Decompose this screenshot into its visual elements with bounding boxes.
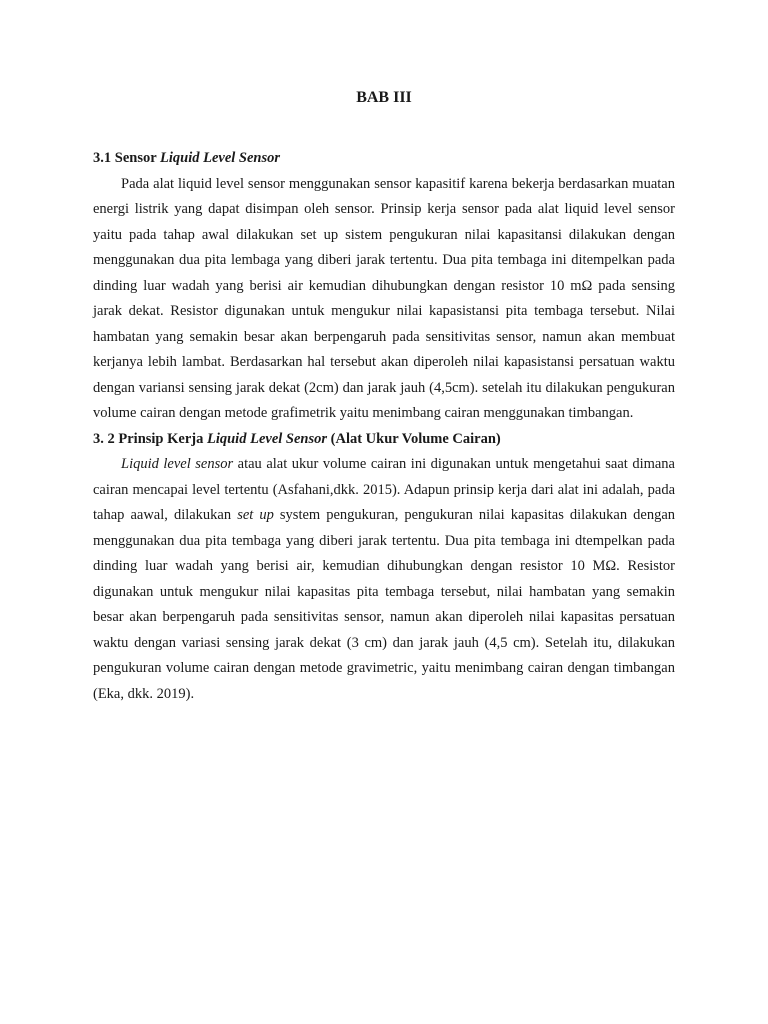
section-3-2-heading-suffix: (Alat Ukur Volume Cairan) bbox=[327, 430, 501, 447]
section-3-2 bbox=[93, 427, 675, 708]
paragraph-italic-setup: set up bbox=[237, 507, 274, 523]
section-3-1-heading-italic: Liquid Level Sensor bbox=[160, 150, 281, 166]
paragraph-italic-term: Liquid level sensor bbox=[121, 456, 234, 472]
paragraph-text: atau alat ukur volume cairan ini digunakan untuk mengetahui saat dimana cairan mencapai level tertentu (Asfahani,dkk. 2015). Adapun prinsip kerja dari alat ini adalah, pada tahap aawal, dilakukan bbox=[93, 456, 675, 523]
section-3-2-paragraph bbox=[93, 452, 675, 707]
section-3-1 bbox=[93, 146, 675, 427]
chapter-title: BAB III bbox=[356, 89, 412, 106]
section-3-2-heading bbox=[93, 427, 675, 453]
section-3-2-heading-italic: Liquid Level Sensor bbox=[206, 430, 328, 447]
paragraph-text-continued: system pengukuran, pengukuran nilai kapasitas dilakukan dengan menggunakan dua pita tembaga yang diberi jarak tertentu. Dua pita tembaga ini dtempelkan pada dinding luar wadah yang berisi air, kemudian dihubungkan dengan resistor 10 MΩ. Resistor digunakan untuk mengukur nilai kapasitas pita tembaga tersebut, nilai hambatan yang semakin besar akan berpengaruh pada sensitivitas sensor, namun akan diperoleh nilai kapasitas persatuan waktu dengan variasi sensing jarak dekat (3 cm) dan jarak jauh (4,5 cm). Setelah itu, dilakukan pengukuran volume cairan dengan metode gravimetric, yaitu menimbang cairan dengan timbangan (Eka, dkk. 2019). bbox=[93, 507, 676, 702]
section-3-2-heading-prefix: 3. 2 Prinsip Kerja bbox=[93, 430, 207, 447]
section-3-1-heading-prefix: 3.1 Sensor bbox=[93, 150, 161, 166]
section-3-1-heading bbox=[93, 146, 675, 172]
section-3-1-paragraph: Pada alat liquid level sensor menggunakan sensor kapasitif karena bekerja berdasarkan muatan energi listrik yang dapat disimpan oleh sensor. Prinsip kerja sensor pada alat liquid level sensor yaitu pada tahap awal dilakukan set up sistem pengukuran nilai kapasitansi dilakukan dengan menggunakan dua pita lembaga yang diberi jarak tertentu. Dua pita tembaga ini ditempelkan pada dinding luar wadah yang berisi air kemudian dihubungkan dengan resistor 10 mΩ pada sensing jarak dekat. Resistor digunakan untuk mengukur nilai kapasistansi pita tembaga tersebut. Nilai hambatan yang semakin besar akan berpengaruh pada sensitivitas sensor, namun akan membuat kerjanya lebih lambat. Berdasarkan hal tersebut akan diperoleh nilai kapasistansi persatuan waktu dengan variansi sensing jarak dekat (2cm) dan jarak jauh (4,5cm). setelah itu dilakukan pengukuran volume cairan dengan metode grafimetrik yaitu menimbang cairan menggunakan timbangan. bbox=[93, 175, 675, 421]
document-body bbox=[93, 146, 675, 707]
